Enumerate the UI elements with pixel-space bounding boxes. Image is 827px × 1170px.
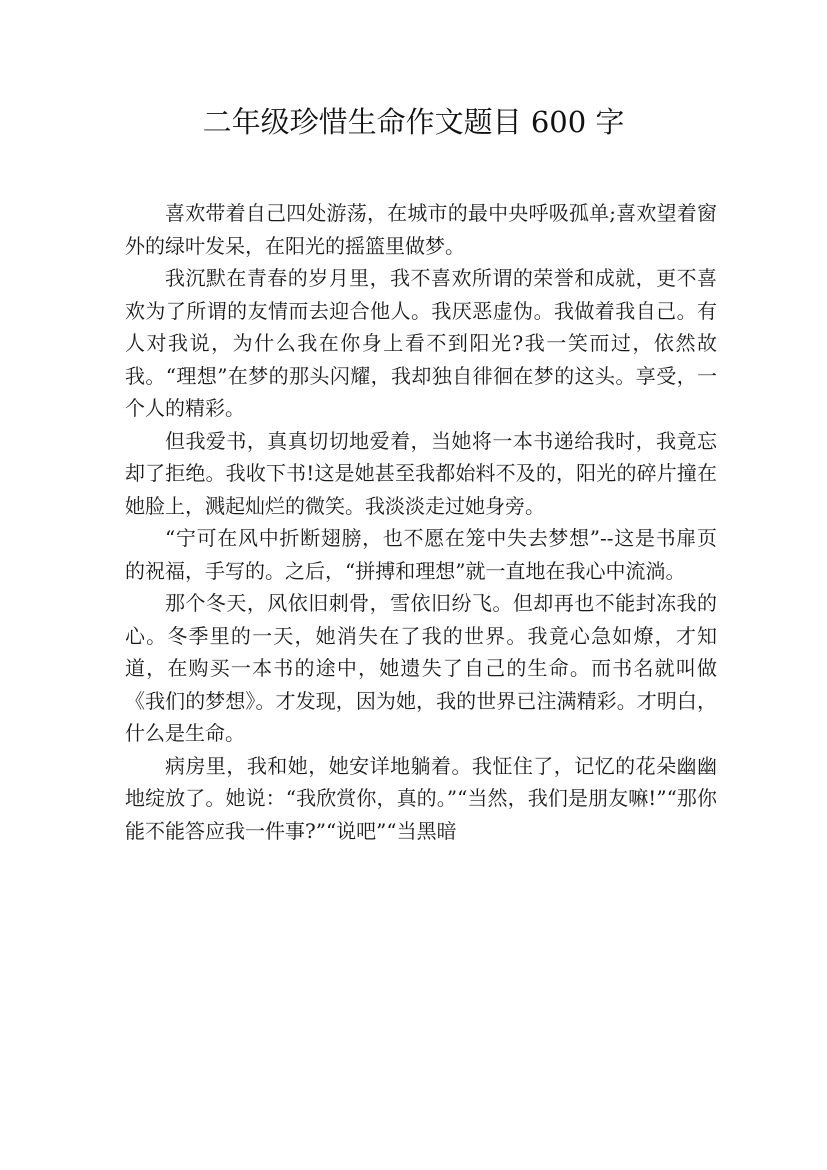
document-title: 二年级珍惜生命作文题目 600 字 bbox=[202, 105, 625, 139]
paragraph: 那个冬天，风依旧刺骨，雪依旧纷飞。但却再也不能封冻我的心。冬季里的一天，她消失在了我的世界。我竟心急如燎，才知道，在购买一本书的途中，她遗失了自己的生命。而书名就叫做《我们的梦想》。才发现，因为她，我的世界已注满精彩。才明白，什么是生命。 bbox=[125, 591, 717, 745]
paragraph: “宁可在风中折断翅膀，也不愿在笼中失去梦想”--这是书扉页的祝福，手写的。之后，“拼搏和理想”就一直地在我心中流淌。 bbox=[125, 526, 717, 583]
paragraph: 我沉默在青春的岁月里，我不喜欢所谓的荣誉和成就，更不喜欢为了所谓的友情而去迎合他人。我厌恶虚伪。我做着我自己。有人对我说，为什么我在你身上看不到阳光?我一笑而过，依然故我。“理想”在梦的那头闪耀，我却独自徘徊在梦的这头。享受，一个人的精彩。 bbox=[125, 266, 717, 420]
paragraph: 喜欢带着自己四处游荡，在城市的最中央呼吸孤单;喜欢望着窗外的绿叶发呆，在阳光的摇篮里做梦。 bbox=[125, 201, 717, 258]
paragraph: 病房里，我和她，她安详地躺着。我怔住了，记忆的花朵幽幽地绽放了。她说：“我欣赏你，真的。”“当然，我们是朋友嘛!”“那你能不能答应我一件事?”“说吧”“当黑暗 bbox=[125, 753, 717, 843]
paragraph: 但我爱书，真真切切地爱着，当她将一本书递给我时，我竟忘却了拒绝。我收下书!这是她甚至我都始料不及的，阳光的碎片撞在她脸上，溅起灿烂的微笑。我淡淡走过她身旁。 bbox=[125, 428, 717, 518]
document-body bbox=[125, 197, 717, 847]
